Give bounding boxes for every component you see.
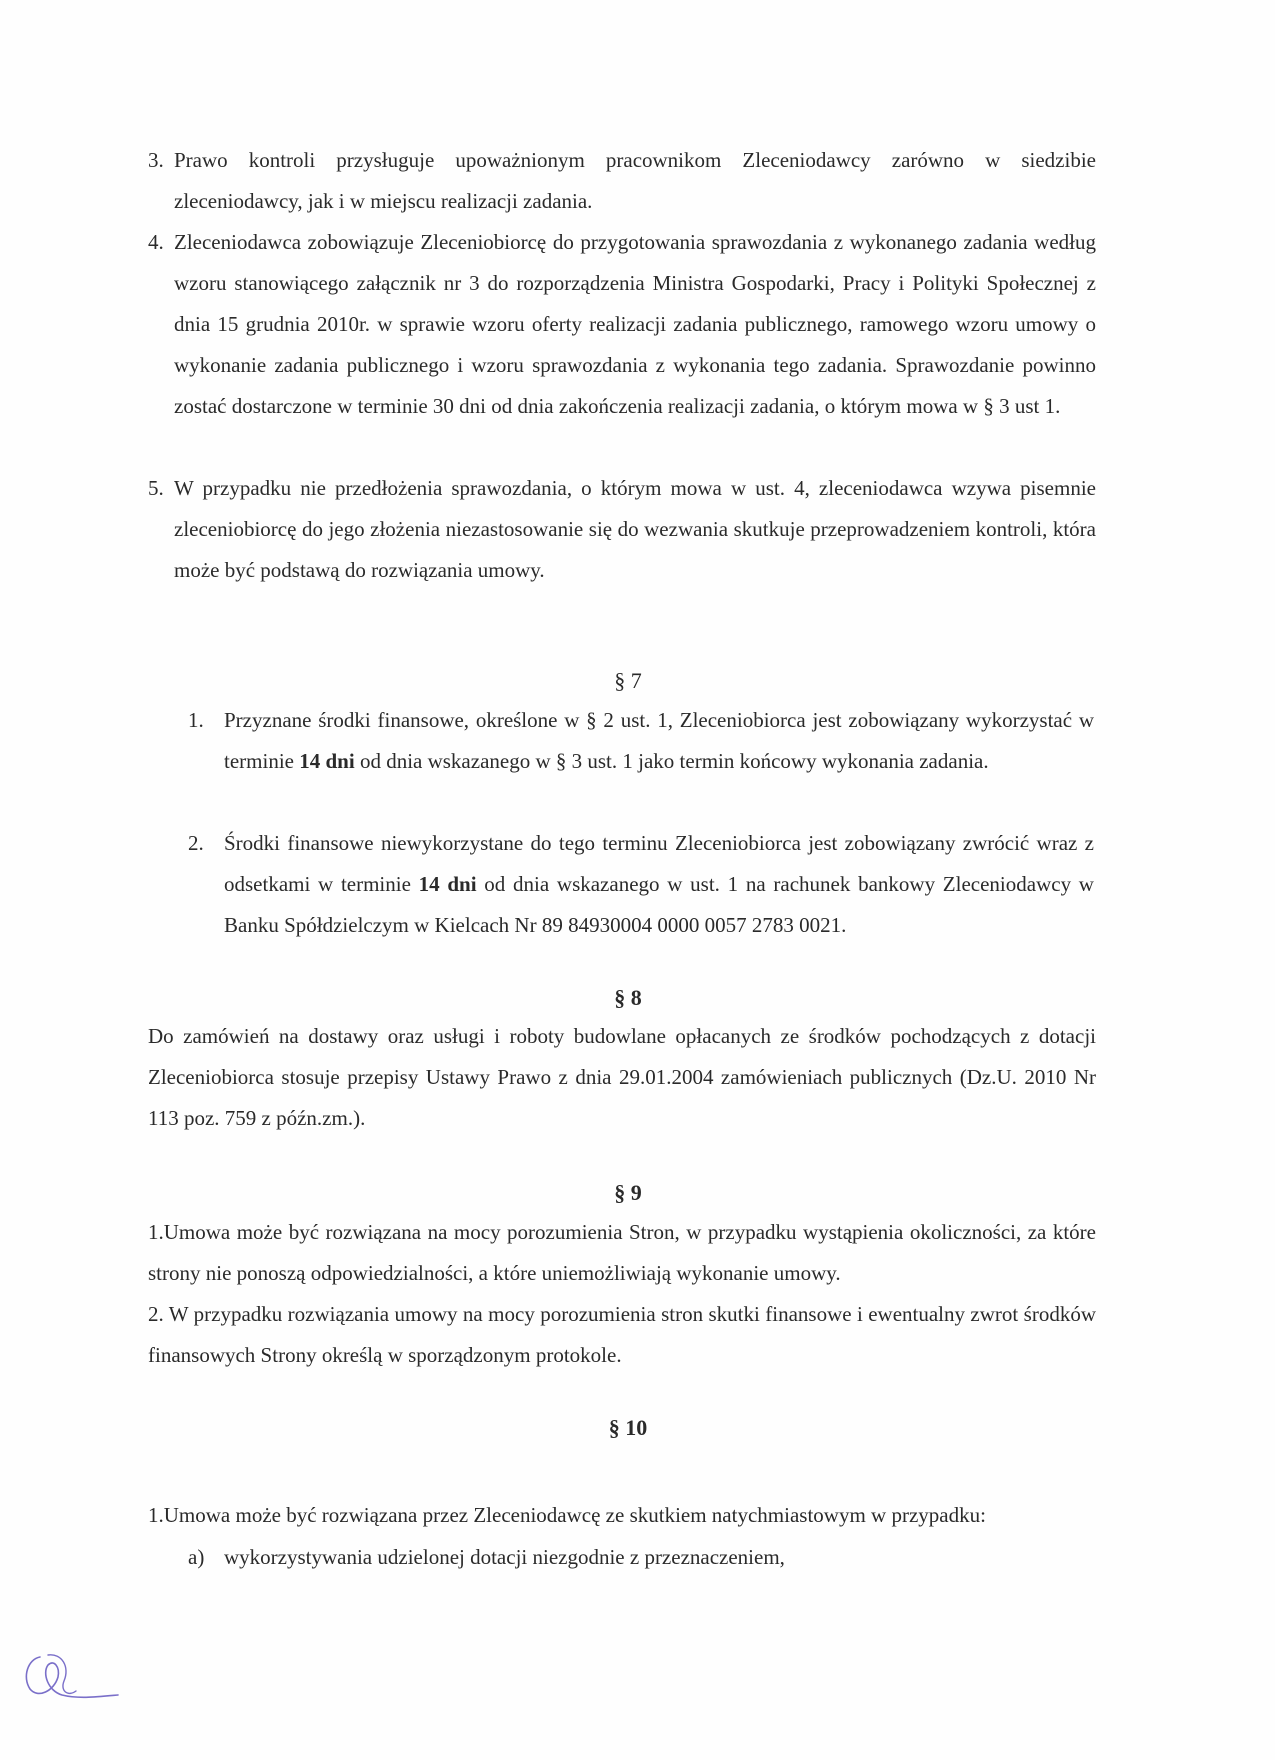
text-segment: Przyznane środki finansowe, określone w § 2 ust. 1, Zleceniobiorca jest zobowiązany wykorzystać w terminie — [224, 708, 1094, 773]
item-text: wykorzystywania udzielonej dotacji niezgodnie z przeznaczeniem, — [224, 1545, 785, 1569]
bold-term: 14 dni — [299, 749, 355, 773]
item-number: 4. — [148, 230, 164, 254]
section-heading-8: § 8 — [614, 985, 642, 1010]
item-number: 3. — [148, 148, 164, 172]
bold-term: 14 dni — [418, 872, 477, 896]
list-item — [188, 823, 1094, 946]
text-segment: od dnia wskazanego w § 3 ust. 1 jako termin końcowy wykonania zadania. — [354, 749, 989, 773]
section-heading-7: § 7 — [614, 668, 642, 693]
list-item — [148, 222, 1096, 427]
item-text: Zleceniodawca zobowiązuje Zleceniobiorcę do przygotowania sprawozdania z wykonanego zadania według wzoru stanowiącego załącznik nr 3 do rozporządzenia Ministra Gospodarki, Pracy i Polityki Społecznej z dnia 15 grudnia 2010r. w sprawie wzoru oferty realizacji zadania publicznego, ramowego wzoru umowy o wykonanie zadania publicznego i wzoru sprawozdania z wykonania tego zadania. Sprawozdanie powinno zostać dostarczone w terminie 30 dni od dnia zakończenia realizacji zadania, o którym mowa w § 3 ust 1. — [174, 230, 1096, 418]
paragraph: 1.Umowa może być rozwiązana na mocy porozumienia Stron, w przypadku wystąpienia okoliczności, za które strony nie ponoszą odpowiedzialności, a które uniemożliwiają wykonanie umowy. — [148, 1220, 1096, 1285]
paragraph: 1.Umowa może być rozwiązana przez Zleceniodawcę ze skutkiem natychmiastowym w przypadku: — [148, 1503, 986, 1527]
text-segment: od dnia wskazanego w ust. 1 na rachunek bankowy Zleceniodawcy w Banku Spółdzielczym w Kielcach Nr 89 84930004 0000 0057 2783 0021. — [224, 872, 1094, 937]
list-item — [188, 700, 1094, 782]
paragraph: Do zamówień na dostawy oraz usługi i roboty budowlane opłacanych ze środków pochodzących z dotacji Zleceniobiorca stosuje przepisy Ustawy Prawo z dnia 29.01.2004 zamówieniach publicznych (Dz.U. 2010 Nr 113 poz. 759 z późn.zm.). — [148, 1024, 1096, 1130]
item-text: W przypadku nie przedłożenia sprawozdania, o którym mowa w ust. 4, zleceniodawca wzywa pisemnie zleceniobiorcę do jego złożenia niezastosowanie się do wezwania skutkuje przeprowadzeniem kontroli, która może być podstawą do rozwiązania umowy. — [174, 476, 1096, 582]
item-text — [224, 700, 1094, 782]
item-text: Prawo kontroli przysługuje upoważnionym pracownikom Zleceniodawcy zarówno w siedzibie zleceniodawcy, jak i w miejscu realizacji zadania. — [174, 148, 1096, 213]
paragraph: 2. W przypadku rozwiązania umowy na mocy porozumienia stron skutki finansowe i ewentualny zwrot środków finansowych Strony określą w sporządzonym protokole. — [148, 1302, 1096, 1367]
list-item — [148, 140, 1096, 222]
list-item — [148, 468, 1096, 591]
handwritten-initial-signature — [18, 1645, 128, 1705]
text-segment: Środki finansowe niewykorzystane do tego terminu Zleceniobiorca jest zobowiązany zwrócić wraz z odsetkami w terminie — [224, 831, 1094, 896]
item-number: 2. — [188, 831, 204, 855]
item-number: 1. — [188, 708, 204, 732]
item-text — [224, 823, 1094, 946]
item-number: 5. — [148, 476, 164, 500]
list-item — [188, 1537, 1094, 1578]
section-heading-9: § 9 — [614, 1180, 642, 1205]
item-number: a) — [188, 1545, 205, 1569]
section-heading-10: § 10 — [608, 1415, 648, 1440]
